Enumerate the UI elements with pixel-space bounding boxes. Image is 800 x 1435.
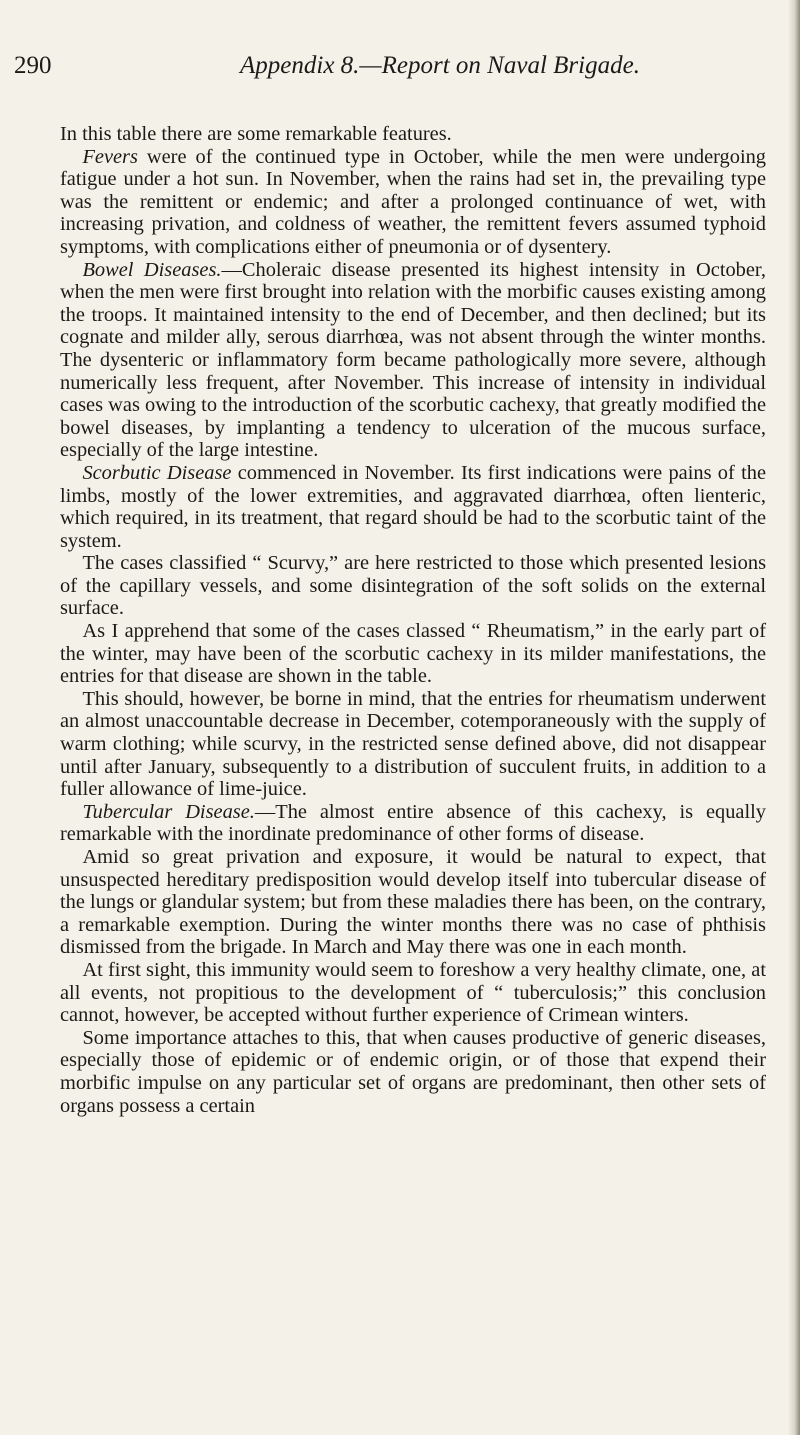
body-text [60,123,766,1117]
paragraph: Scorbutic Disease commenced in November. Its first indications were pains of the limbs, mostly of the lower extremities, and aggravated diarrhœa, often lienteric, which required, in its treatment, that regard should be had to the scorbutic taint of the system. [60,461,766,552]
paragraph-lead: Bowel Diseases. [82,258,222,281]
paragraph: Fevers were of the continued type in October, while the men were undergoing fatigue under a hot sun. In November, when the rains had set in, the prevailing type was the remittent or endemic; and after a prolonged continuance of wet, with increasing privation, and coldness of weather, the remittent fevers assumed typhoid symptoms, with complications either of pneumonia or of dysentery. [60,145,766,258]
page-number: 290 [14,52,52,79]
paragraph-lead: Fevers [82,145,138,168]
paragraph: At first sight, this immunity would seem to foreshow a very healthy climate, one, at all events, not propitious to the development of “ tuberculosis;” this conclusion cannot, however, be accepted without further experience of Crimean winters. [60,958,766,1027]
paragraph: As I apprehend that some of the cases classed “ Rheumatism,” in the early part of the winter, may have been of the scorbutic cachexy in its milder manifestations, the entries for that disease are shown in the table. [60,620,766,688]
paragraph: This should, however, be borne in mind, that the entries for rheumatism underwent an almost unaccountable decrease in December, cotemporaneously with the supply of warm clothing; while scurvy, in the restricted sense defined above, did not disappear until after January, subsequently to a distribution of succulent fruits, in addition to a fuller allowance of lime-juice. [60,687,766,801]
running-title: Appendix 8.—Report on Naval Brigade. [240,52,640,79]
page-header [14,52,734,92]
paragraph: Amid so great privation and exposure, it would be natural to expect, that unsuspected hereditary predisposition would develop itself into tubercular disease of the lungs or glandular system; but from these maladies there has been, on the contrary, a remarkable exemption. During the winter months there was no case of phthisis dismissed from the brigade. In March and May there was one in each month. [60,846,766,959]
paragraph: Some importance attaches to this, that when causes productive of generic diseases, especially those of epidemic or of endemic origin, or of those that expend their morbific impulse on any particular set of organs are predominant, then other sets of organs possess a certain [60,1026,766,1117]
paragraph: The cases classified “ Scurvy,” are here restricted to those which presented lesions of the capillary vessels, and some disintegration of the soft solids on the external surface. [60,552,766,620]
paragraph-lead: Tubercular Disease. [82,800,255,823]
paragraph: In this table there are some remarkable features. [60,123,452,145]
paragraph-lead: Scorbutic Disease [82,461,232,484]
book-binding-edge [788,0,800,1435]
paragraph: Tubercular Disease.—The almost entire absence of this cachexy, is equally remarkable with the inordinate predominance of other forms of disease. [60,800,766,846]
paragraph: Bowel Diseases.—Choleraic disease presented its highest intensity in October, when the men were first brought into relation with the morbific causes existing among the troops. It maintained intensity to the end of December, and then declined; but its cognate and milder ally, serous diarrhœa, was not absent through the winter months. The dysenteric or inflammatory form became pathologically more severe, although numerically less frequent, after November. This increase of intensity in individual cases was owing to the introduction of the scorbutic cachexy, that greatly modified the bowel diseases, by implanting a tendency to ulceration of the mucous surface, especially of the large intestine. [60,258,767,462]
